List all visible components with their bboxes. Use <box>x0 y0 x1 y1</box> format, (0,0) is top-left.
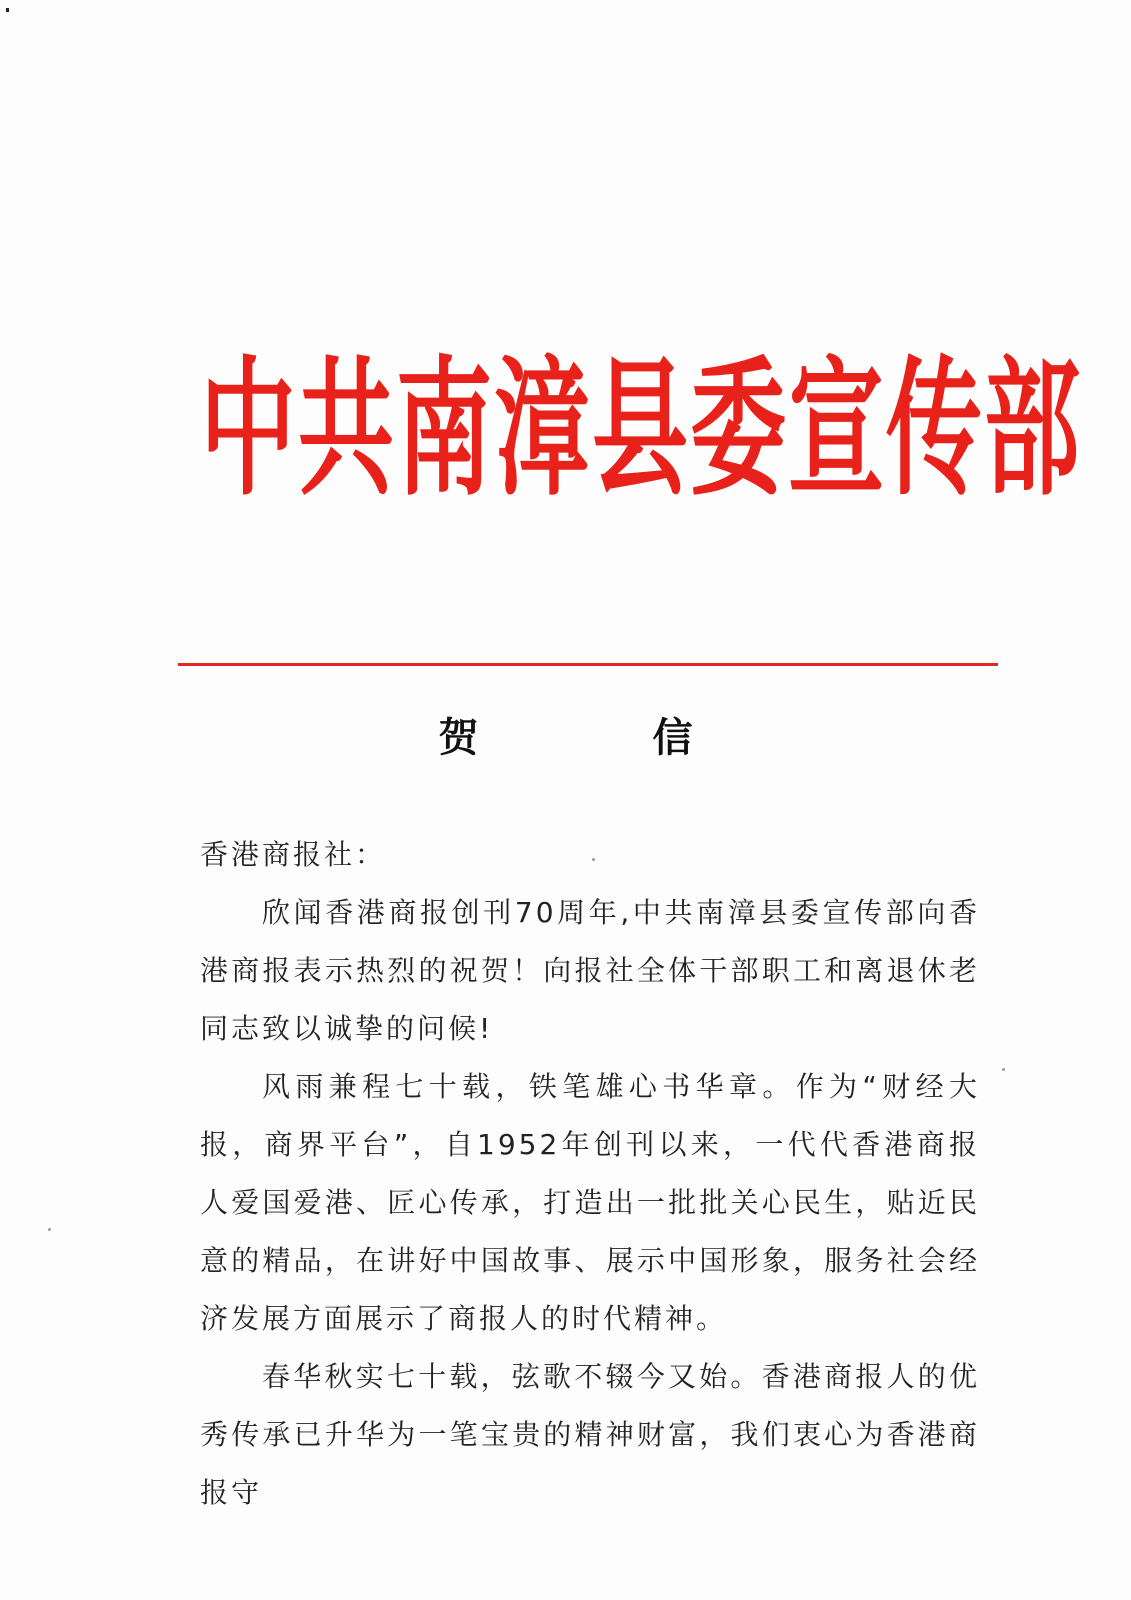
document-title: 贺 信 <box>438 714 773 761</box>
paragraph-1: 欣闻香港商报创刊70周年,中共南漳县委宣传部向香港商报表示热烈的祝贺！向报社全体干部职工和离退休老同志致以诚挚的问候! <box>200 896 980 1045</box>
scan-speck <box>1002 1068 1005 1071</box>
paragraph-3: 春华秋实七十载，弦歌不辍今又始。香港商报人的优秀传承已升华为一笔宝贵的精神财富，我们衷心为香港商报守 <box>200 1360 980 1509</box>
letter-body <box>200 826 980 1522</box>
scan-mark <box>6 8 9 12</box>
salutation: 香港商报社： <box>200 838 387 871</box>
scan-speck <box>592 858 595 861</box>
scan-speck <box>48 1228 51 1231</box>
letterhead-title: 中共南漳县委宣传部 <box>200 342 1082 517</box>
letterhead-divider <box>178 663 998 666</box>
paragraph-2: 风雨兼程七十载，铁笔雄心书华章。作为“财经大报，商界平台”，自1952年创刊以来，一代代香港商报人爱国爱港、匠心传承，打造出一批批关心民生，贴近民意的精品，在讲好中国故事、展示中国形象，服务社会经济发展方面展示了商报人的时代精神。 <box>200 1070 980 1335</box>
